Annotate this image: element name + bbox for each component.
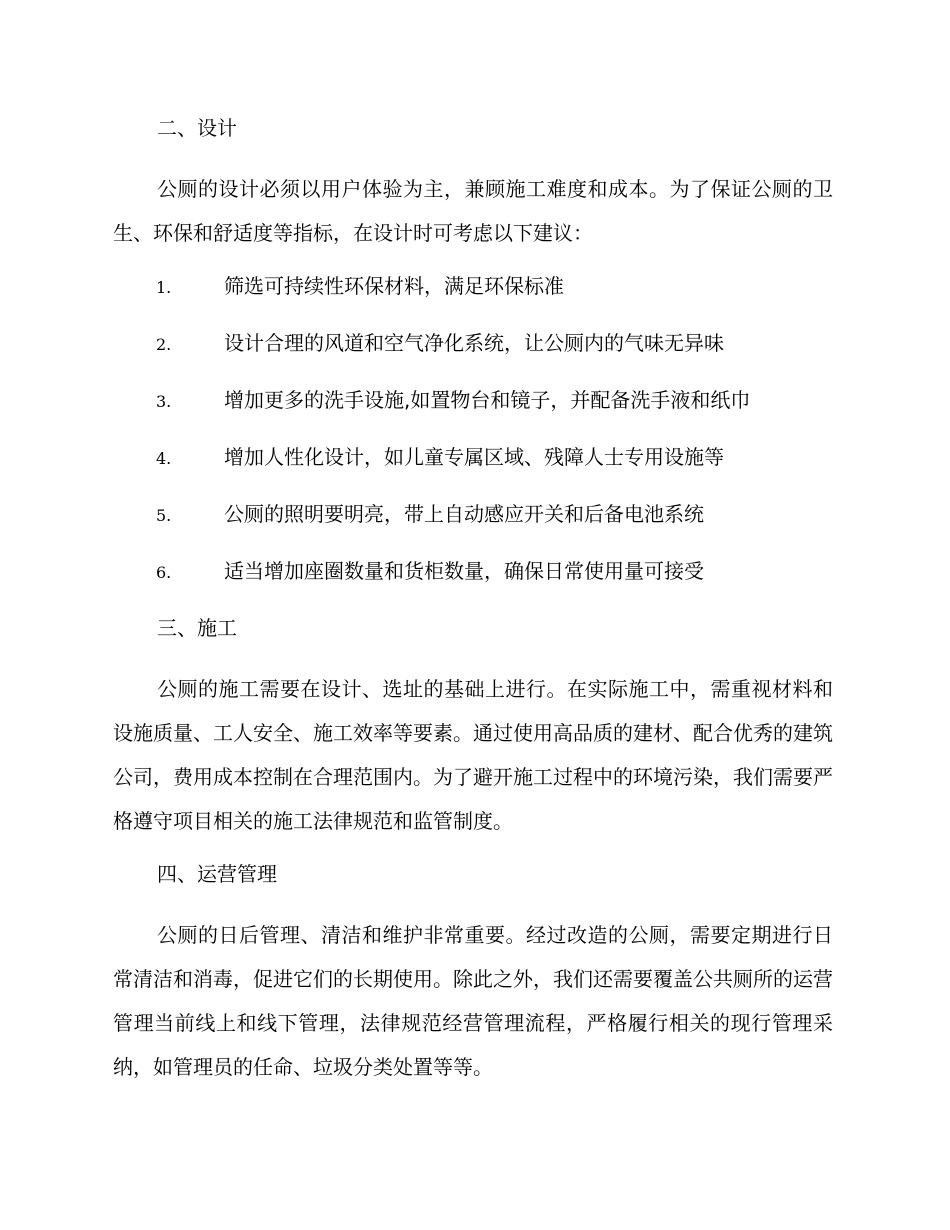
list-item-number: 3. (156, 392, 172, 411)
list-item-text: 适当增加座圈数量和货柜数量，确保日常使用量可接受 (224, 559, 704, 583)
design-heading: 二、设计 (157, 116, 237, 140)
design-paragraph: 公厕的设计必须以用户体验为主，兼顾施工难度和成本。为了保证公厕的卫生、环保和舒适度等指标，在设计时可考虑以下建议： (113, 177, 833, 245)
document-body (113, 110, 833, 1102)
list-item-number: 6. (156, 563, 172, 582)
list-item-text: 增加更多的洗手设施,如置物台和镜子，并配备洗手液和纸巾 (224, 388, 751, 412)
list-item (113, 382, 833, 439)
list-item-number: 2. (156, 335, 172, 354)
list-item-number: 4. (156, 449, 172, 468)
list-item-text: 公厕的照明要明亮，带上自动感应开关和后备电池系统 (224, 502, 704, 526)
list-item (113, 496, 833, 553)
list-item (113, 553, 833, 610)
list-item (113, 268, 833, 325)
operations-paragraph: 公厕的日后管理、清洁和维护非常重要。经过改造的公厕，需要定期进行日常清洁和消毒，促进它们的长期使用。除此之外，我们还需要覆盖公共厕所的运营管理当前线上和线下管理，法律规范经营管理流程，严格履行相关的现行管理采纳，如管理员的任命、垃圾分类处置等等。 (113, 923, 833, 1079)
list-item-number: 1. (156, 278, 172, 297)
list-item (113, 439, 833, 496)
list-item-text: 筛选可持续性环保材料，满足环保标准 (224, 274, 564, 298)
operations-heading: 四、运营管理 (157, 862, 277, 886)
list-item-text: 设计合理的风道和空气净化系统，让公厕内的气味无异味 (224, 331, 724, 355)
design-recommendation-list (113, 268, 833, 610)
list-item (113, 325, 833, 382)
construction-paragraph: 公厕的施工需要在设计、选址的基础上进行。在实际施工中，需重视材料和设施质量、工人安全、施工效率等要素。通过使用高品质的建材、配合优秀的建筑公司，费用成本控制在合理范围内。为了避开施工过程中的环境污染，我们需要严格遵守项目相关的施工法律规范和监管制度。 (113, 677, 833, 833)
list-item-number: 5. (156, 506, 172, 525)
list-item-text: 增加人性化设计，如儿童专属区域、残障人士专用设施等 (224, 445, 724, 469)
construction-heading: 三、施工 (157, 616, 237, 640)
